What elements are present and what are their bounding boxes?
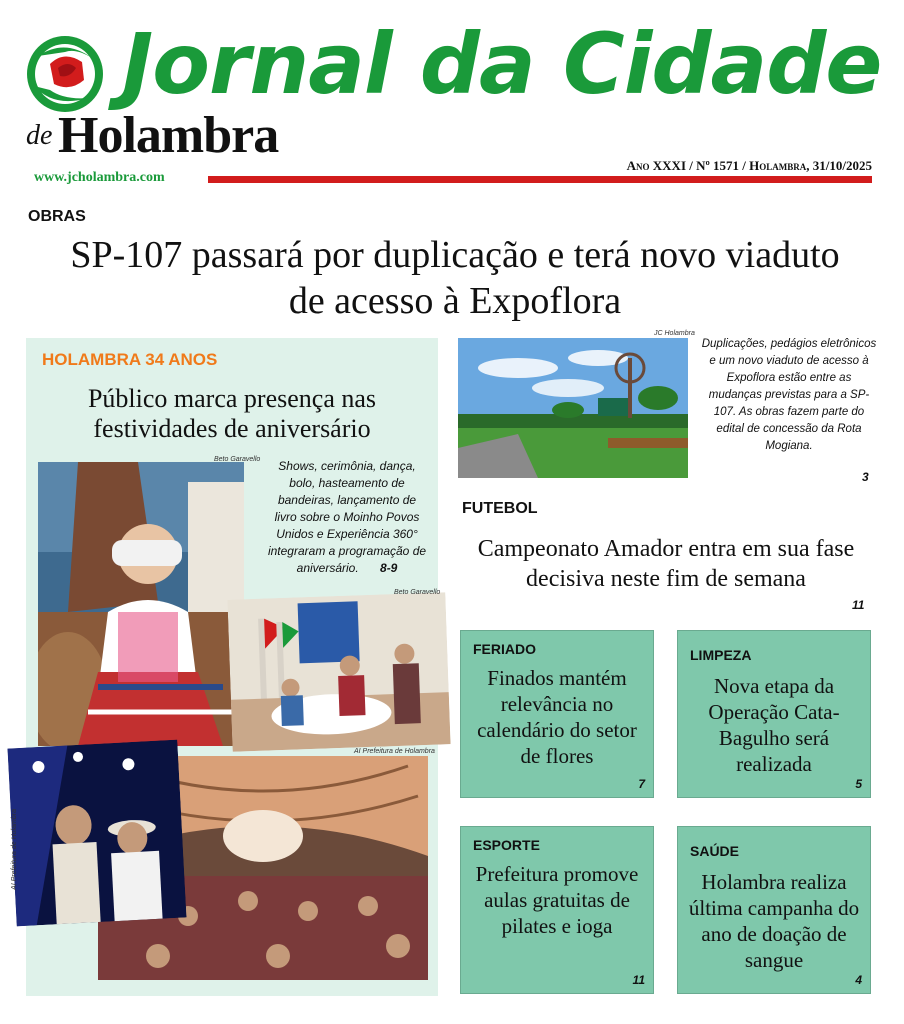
main-caption xyxy=(700,336,878,455)
holiday-box[interactable] xyxy=(460,630,654,798)
box-page-ref: 5 xyxy=(855,777,862,791)
photo-credit: Beto Garavello xyxy=(214,456,261,463)
city-prefix: de xyxy=(26,120,53,151)
box-headline: Finados mantém relevância no calendário do setor de flores xyxy=(477,666,637,768)
concert-photo xyxy=(7,740,186,927)
football-headline[interactable]: Campeonato Amador entra em sua fase decisiva neste fim de semana xyxy=(477,536,855,592)
photo-credit: AI Prefeitura de Holambra xyxy=(354,748,435,755)
box-headline: Holambra realiza última campanha do ano de doação de sangue xyxy=(688,870,860,972)
box-kicker: SAÚDE xyxy=(690,843,740,859)
anniversary-caption xyxy=(266,458,428,577)
photo-credit: Beto Garavello xyxy=(394,589,441,596)
masthead-divider xyxy=(208,176,872,183)
main-kicker: OBRAS xyxy=(28,208,86,225)
box-kicker: FERIADO xyxy=(473,641,536,657)
box-page-ref: 4 xyxy=(855,973,862,987)
box-headline: Prefeitura promove aulas gratuitas de pilates e ioga xyxy=(475,862,639,938)
box-kicker: LIMPEZA xyxy=(690,647,752,663)
anniversary-headline[interactable]: Público marca presença nas festividades de aniversário xyxy=(87,384,377,443)
vr-girl-photo xyxy=(38,462,244,746)
main-caption-text: Duplicações, pedágios eletrônicos e um novo viaduto de acesso à Expoflora estão entre as mudanças previstas para a SP-107. As obras fazem parte do edital de concessão da Rota Mogiana. xyxy=(701,338,877,452)
box-page-ref: 7 xyxy=(638,777,645,791)
road-photo xyxy=(458,338,688,478)
rose-logo-icon xyxy=(24,34,106,116)
photo-credit: JC Holambra xyxy=(654,330,695,337)
city-name: Holambra xyxy=(58,107,279,164)
football-kicker: FUTEBOL xyxy=(462,500,538,517)
health-box[interactable] xyxy=(677,826,871,994)
anniversary-caption-text: Shows, cerimônia, dança, bolo, hasteamento de bandeiras, lançamento de livro sobre o Moinho Povos Unidos e Experiência 360° integraram a programação de aniversário. xyxy=(267,459,427,575)
anniversary-kicker: HOLAMBRA 34 ANOS xyxy=(42,350,218,369)
main-headline[interactable]: SP-107 passará por duplicação e terá novo viaduto de acesso à Expoflora xyxy=(70,234,840,322)
ceremony-photo xyxy=(227,592,450,752)
main-page-ref: 3 xyxy=(862,470,869,484)
box-headline: Nova etapa da Operação Cata-Bagulho será realizada xyxy=(708,674,840,776)
anniversary-page-ref: 8-9 xyxy=(380,561,398,575)
box-kicker: ESPORTE xyxy=(473,837,540,853)
photo-credit: AI Prefeitura de Holambra xyxy=(10,809,18,890)
box-page-ref: 11 xyxy=(632,973,645,987)
newspaper-title: Jornal da Cidade xyxy=(122,15,882,113)
football-page-ref: 11 xyxy=(852,598,865,612)
website-link[interactable]: www.jcholambra.com xyxy=(34,170,165,185)
cleaning-box[interactable] xyxy=(677,630,871,798)
sports-box[interactable] xyxy=(460,826,654,994)
issue-line: Ano XXXI / Nº 1571 / Holambra, 31/10/2025 xyxy=(626,158,872,173)
